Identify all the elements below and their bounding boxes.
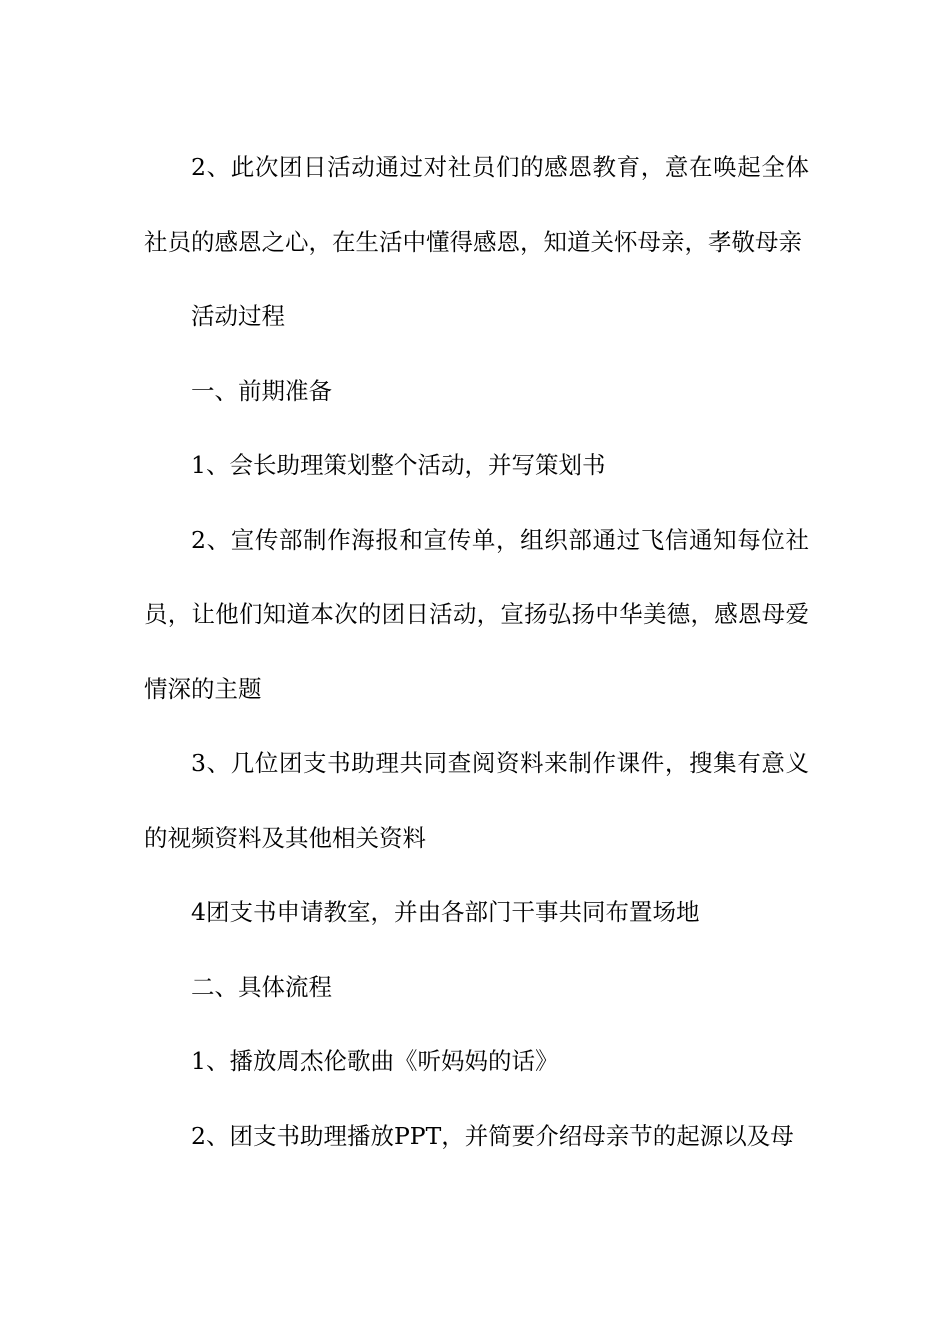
paragraph-flow-1: 1、播放周杰伦歌曲《听妈妈的话》 (191, 1047, 559, 1075)
paragraph-purpose-2: 2、此次团日活动通过对社员们的感恩教育，意在唤起全体社员的感恩之心，在生活中懂得感恩，知道关怀母亲，孝敬母亲 (144, 153, 809, 256)
heading-activity-process: 活动过程 (191, 302, 285, 330)
paragraph-flow-2: 2、团支书助理播放PPT，并简要介绍母亲节的起源以及母 (191, 1121, 794, 1150)
heading-specific-flow: 二、具体流程 (191, 972, 332, 1001)
paragraph-prep-2: 2、宣传部制作海报和宣传单，组织部通过飞信通知每位社员，让他们知道本次的团日活动，宣扬弘扬中华美德，感恩母爱情深的主题 (144, 525, 809, 703)
paragraph-prep-1: 1、会长助理策划整个活动，并写策划书 (191, 451, 606, 479)
paragraph-prep-4: 4团支书申请教室，并由各部门干事共同布置场地 (191, 898, 700, 926)
heading-preparation: 一、前期准备 (191, 376, 332, 405)
paragraph-prep-3: 3、几位团支书助理共同查阅资料来制作课件，搜集有意义的视频资料及其他相关资料 (144, 749, 809, 852)
document-body (144, 130, 809, 1173)
